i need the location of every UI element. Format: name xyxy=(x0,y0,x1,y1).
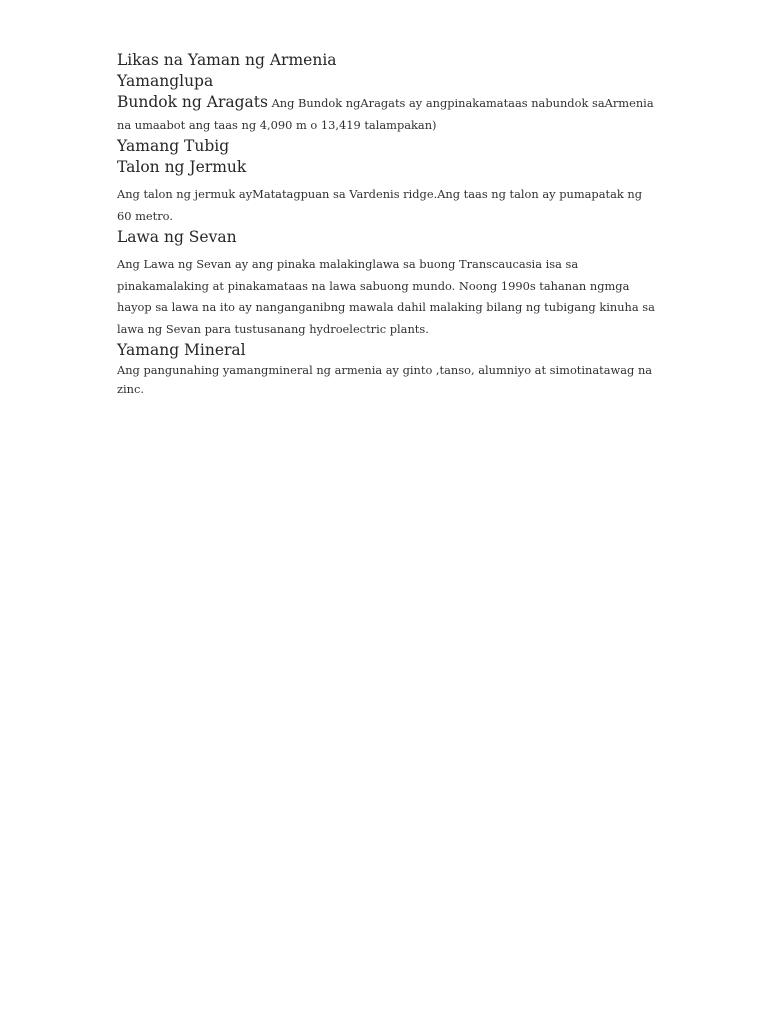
sevan-text: Ang Lawa ng Sevan ay ang pinaka malakinglawa sa buong Transcaucasia isa sa pinakamalaking at pinakamataas na lawa sabuong mundo. Noong 1990s tahanan ngmga hayop sa lawa na ito ay nanganganibng mawala dahil malaking bilang ng tubigang kinuha sa lawa ng Sevan para tustusanang hydroelectric plants. xyxy=(117,257,655,336)
aragats-text: Ang Bundok ngAragats ay angpinakamataas nabundok saArmenia na umaabot ang taas ng 4,090 m o 13,419 talampakan) xyxy=(117,96,654,132)
section-heading-mineral: Yamang Mineral xyxy=(117,341,246,359)
section-heading-water: Yamang Tubig xyxy=(117,137,230,155)
mineral-text: Ang pangunahing yamangmineral ng armenia ay ginto ,tanso, alumniyo at simotinatawag na zinc. xyxy=(117,363,653,396)
jermuk-heading: Talon ng Jermuk xyxy=(117,158,247,176)
section-heading-land: Yamanglupa xyxy=(117,72,214,90)
sevan-heading: Lawa ng Sevan xyxy=(117,228,237,246)
jermuk-text: Ang talon ng jermuk ayMatatagpuan sa Vardenis ridge.Ang taas ng talon ay pumapatak ng 60 metro. xyxy=(117,187,643,223)
aragats-heading: Bundok ng Aragats xyxy=(117,93,268,111)
document-title: Likas na Yaman ng Armenia xyxy=(117,51,337,69)
document-page xyxy=(117,50,657,399)
aragats-paragraph xyxy=(117,92,657,136)
